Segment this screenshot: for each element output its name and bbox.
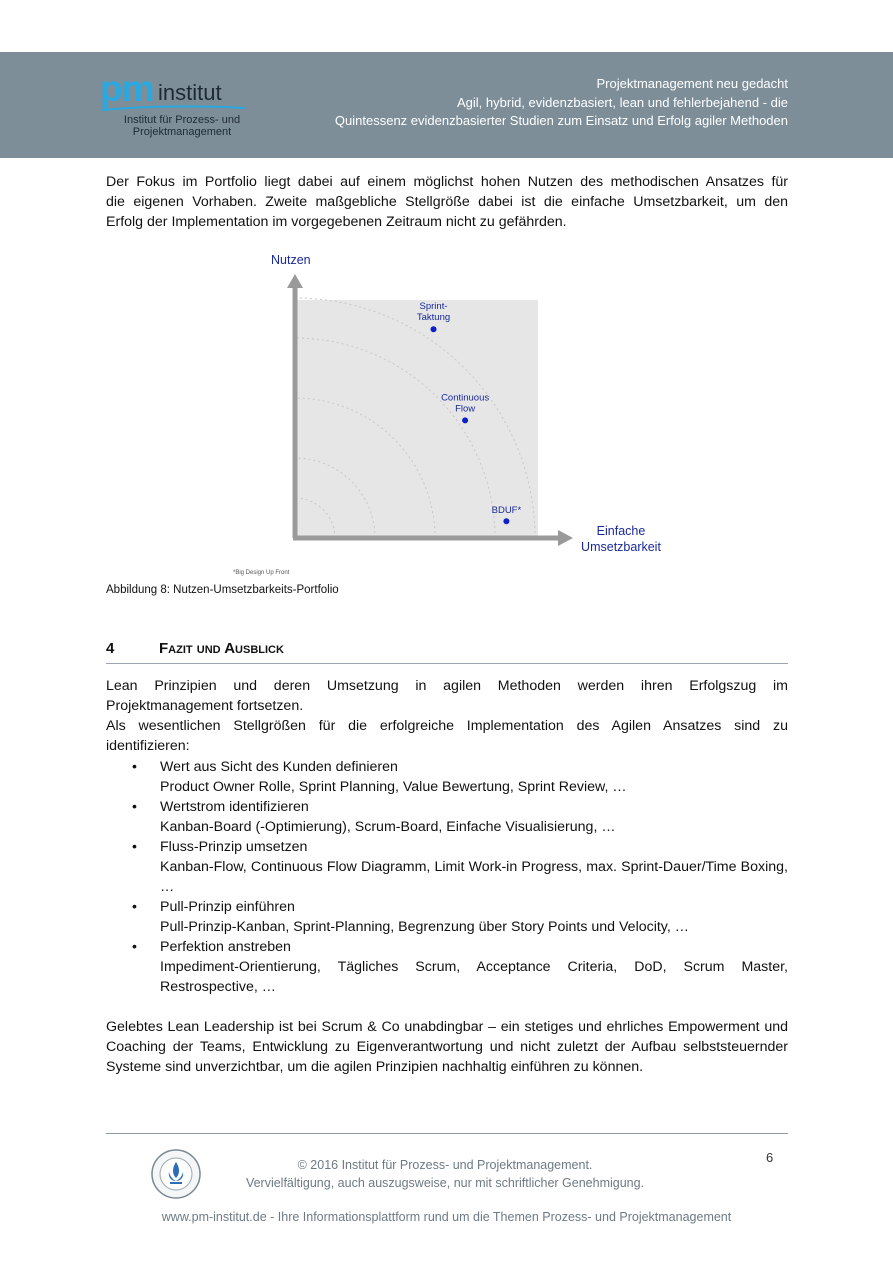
body-line: identifizieren: (106, 738, 190, 754)
body-line: Als wesentlichen Stellgrößen für die erfolgreiche Implementation des Agilen Ansatzes sind zu (106, 718, 788, 734)
intro-line: Der Fokus im Portfolio liegt dabei auf einem möglichst hohen Nutzen des methodischen Ansatzes für (106, 174, 788, 190)
data-point (503, 518, 509, 524)
bullet-title: Perfektion anstreben (160, 939, 291, 955)
closing-paragraph: Gelebtes Lean Leadership ist bei Scrum & Co unabdingbar – ein stetiges und ehrliches Empowerment und Coaching der Teams, Entwicklung zu Eigenverantwortung und nicht zuletzt der Aufbau selbststeuernder Systeme sind unverzichtbar, um die agilen Prinzipien nachhaltig einführen zu können. (106, 1019, 788, 1075)
section-number: 4 (106, 640, 115, 657)
logo-subtitle: Institut für Prozess- und Projektmanagement (123, 114, 241, 138)
data-point-label: Taktung (416, 312, 451, 324)
footer-rights-line: Vervielfältigung, auch auszugsweise, nur mit schriftlicher Genehmigung. (245, 1176, 645, 1190)
bullet-list (106, 757, 788, 997)
portfolio-chart (233, 248, 685, 578)
intro-line: Erfolg der Implementation im vorgegebenen Zeitraum nicht zu gefährden. (106, 214, 567, 230)
plot-area (295, 300, 538, 540)
data-point-label: Continuous (441, 392, 490, 404)
data-point (431, 326, 437, 332)
bullet-detail: Kanban-Board (-Optimierung), Scrum-Board, Einfache Visualisierung, … (160, 819, 616, 835)
portfolio-chart-svg (233, 248, 685, 578)
data-point (462, 417, 468, 423)
footer-divider (106, 1133, 788, 1134)
bullet-icon: • (132, 839, 137, 855)
list-item (106, 937, 788, 997)
header-title (335, 75, 788, 131)
body-line: Projektmanagement fortsetzen. (106, 698, 304, 714)
bullet-detail: Impediment-Orientierung, Tägliches Scrum, Acceptance Criteria, DoD, Scrum Master, Restrospective, … (160, 959, 788, 995)
body-line: Lean Prinzipien und deren Umsetzung in agilen Methoden werden ihren Erfolgszug im (106, 678, 788, 694)
header-title-line3: Quintessenz evidenzbasierter Studien zum Einsatz und Erfolg agiler Methoden (334, 113, 788, 128)
bullet-icon: • (132, 799, 137, 815)
x-axis-label-line1: Einfache (596, 524, 646, 538)
intro-line: die eigenen Vorhaben. Zweite maßgebliche Stellgröße dabei ist die einfache Umsetzbarkeit, um den (106, 194, 788, 210)
bullet-title: Wertstrom identifizieren (160, 799, 309, 815)
y-axis-arrow-icon (287, 274, 303, 288)
data-point-label: BDUF* (491, 505, 522, 517)
bullet-title: Pull-Prinzip einführen (160, 899, 295, 915)
bullet-icon: • (132, 759, 137, 775)
chart-footnote: *Big Design Up Front (233, 570, 290, 576)
header-title-line1: Projektmanagement neu gedacht (596, 76, 788, 91)
bullet-detail: Kanban-Flow, Continuous Flow Diagramm, Limit Work-in Progress, max. Sprint-Dauer/Time Boxing, … (160, 859, 788, 895)
footer-copyright (230, 1156, 660, 1192)
bullet-title: Fluss-Prinzip umsetzen (160, 839, 308, 855)
data-point-label: Sprint- (419, 301, 448, 313)
page-number: 6 (766, 1150, 774, 1165)
logo-swoosh-icon (100, 104, 250, 114)
bullet-detail: Pull-Prinzip-Kanban, Sprint-Planning, Begrenzung über Story Points und Velocity, … (160, 919, 689, 935)
x-axis-arrow-icon (558, 530, 573, 546)
y-axis-label: Nutzen (271, 253, 311, 267)
logo-institut-text: institut (158, 80, 222, 105)
section-title: Fazit und Ausblick (159, 640, 284, 657)
institute-seal-icon (150, 1148, 202, 1200)
list-item (106, 797, 788, 837)
header-title-line2: Agil, hybrid, evidenzbasiert, lean und fehlerbejahend - die (457, 94, 788, 110)
footer-url[interactable]: www.pm-institut.de - Ihre Informationsplattform rund um die Themen Prozess- und Projektmanagement (161, 1210, 732, 1224)
intro-paragraph (106, 172, 788, 232)
bullet-icon: • (132, 939, 137, 955)
list-item (106, 897, 788, 937)
x-axis-label-line2: Umsetzbarkeit (581, 540, 661, 554)
body-paragraph (106, 676, 788, 756)
footer-copyright-line: © 2016 Institut für Prozess- und Projektmanagement. (297, 1158, 593, 1172)
list-item (106, 757, 788, 797)
pm-institut-logo (100, 68, 260, 142)
page-header (0, 52, 893, 158)
logo-pm-text: pm (100, 68, 154, 109)
data-point-label: Flow (455, 403, 476, 415)
bullet-detail: Product Owner Rolle, Sprint Planning, Value Bewertung, Sprint Review, … (160, 779, 627, 795)
section-heading (106, 640, 788, 664)
bullet-icon: • (132, 899, 137, 915)
list-item (106, 837, 788, 897)
bullet-title: Wert aus Sicht des Kunden definieren (160, 759, 398, 775)
figure-caption: Abbildung 8: Nutzen-Umsetzbarkeits-Portfolio (106, 584, 339, 596)
